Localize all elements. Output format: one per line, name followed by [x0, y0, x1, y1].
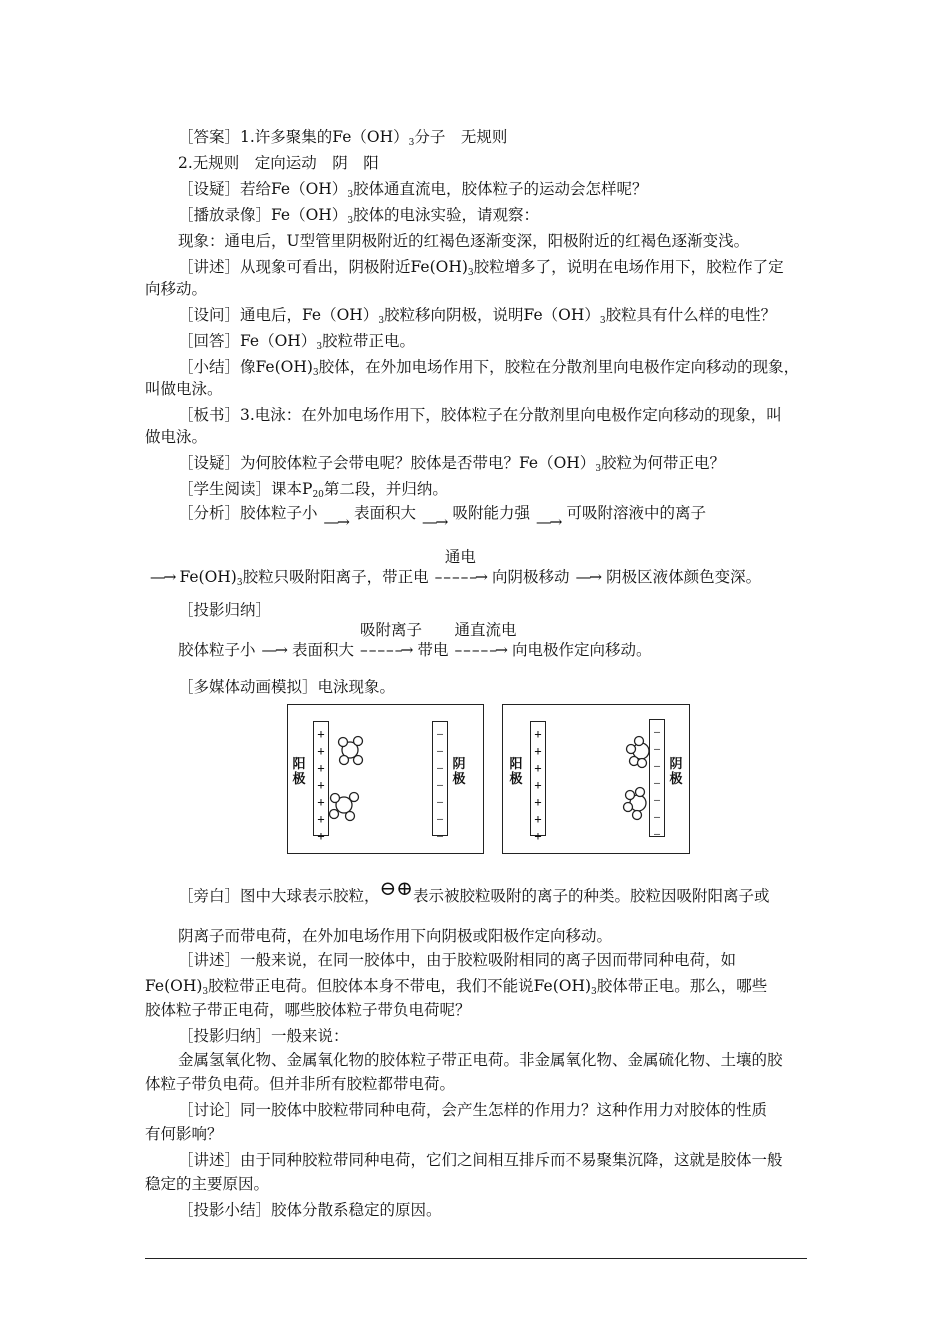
lecture-line-2c: 胶体粒子带正电荷，哪些胶体粒子带负电荷呢？ [145, 1001, 471, 1019]
cathode-label: 阴极 [669, 757, 683, 787]
answer-line: ［答案］1.许多聚集的$Fe(OH)_3$分子 无规则 [178, 128, 508, 148]
minus-ion-icon: ⊖ [379, 876, 397, 900]
lecture-line-3-cont: 稳定的主要原因。 [145, 1175, 270, 1193]
answer-line-2: 2.无规则 定向运动 阴 阳 [178, 154, 379, 172]
discussion-line-cont: 有何影响？ [145, 1125, 223, 1143]
lecture-line: ［讲述］从现象可看出，阴极附近$Fe(OH)_3$胶粒增多了，说明在电场作用下，胶粒作了定 [178, 258, 784, 278]
lecture-line-cont: 向移动。 [145, 280, 208, 298]
summary-line: ［小结］像$Fe(OH)_3$胶体，在外加电场作用下，胶粒在分散剂里向电极作定向移动的现象， [178, 358, 800, 378]
doubt-line: ［设疑］为何胶体粒子会带电呢？胶体是否带电？$Fe(OH)_3$胶粒为何带正电？ [178, 454, 726, 474]
projection-heading-2: ［投影归纳］一般来说： [178, 1027, 349, 1045]
ask-line: ［设问］通电后，$Fe(OH)_3$胶粒移向阴极，说明$Fe(OH)_3$胶粒具有什么样的电性？ [178, 306, 777, 326]
reading-line: ［学生阅读］课本$P_{20}$第二段，并归纳。 [178, 480, 448, 500]
phenomenon-line: 现象：通电后，U型管里阴极附近的红褐色逐渐变深，阳极附近的红褐色逐渐变浅。 [178, 232, 750, 250]
projection-content: 金属氢氧化物、金属氧化物的胶体粒子带正电荷。非金属氧化物、金属硫化物、土壤的胶 [178, 1051, 783, 1069]
footer-rule [145, 1258, 807, 1259]
cathode-plate: — — — — — — — [649, 719, 665, 837]
electrophoresis-panel-left [287, 704, 484, 854]
aside-line: ［旁白］图中大球表示胶粒，⊖⊕表示被胶粒吸附的离子的种类。胶粒因吸附阳离子或 [178, 876, 770, 905]
anode-label: 阳极 [509, 757, 523, 787]
anode-label: 阳极 [292, 757, 306, 787]
lecture-line-2: ［讲述］一般来说，在同一胶体中，由于胶粒吸附相同的离子因而带同种电荷，如 [178, 951, 737, 969]
aside-line-cont: 阴离子而带电荷，在外加电场作用下向阴极或阳极作定向移动。 [178, 927, 613, 945]
colloid-particles-right [503, 705, 689, 853]
reply-line: ［回答$]Fe(OH)_3$胶粒带正电。 [178, 332, 416, 352]
projection-summary: ［投影小结］胶体分散系稳定的原因。 [178, 1201, 442, 1219]
question-line: ［设疑］若给$Fe(OH)_3$胶体通直流电，胶体粒子的运动会怎样呢？ [178, 180, 648, 200]
anode-plate: + + + + + + + [313, 721, 329, 836]
video-line: ［播放录像$]Fe(OH)_3$胶体的电泳实验，请观察： [178, 206, 540, 226]
projection-content-cont: 体粒子带负电荷。但并非所有胶粒都带电荷。 [145, 1075, 456, 1093]
discussion-line: ［讨论］同一胶体中胶粒带同种电荷，会产生怎样的作用力？这种作用力对胶体的性质 [178, 1101, 768, 1119]
board-line-cont: 做电泳。 [145, 428, 208, 446]
plus-ion-icon: ⊕ [396, 876, 414, 900]
projection-chain: 胶体粒子小 —→ 表面积大 吸附离子 – – – – –→ 带电 通直流电 – – – – –→ 向电极作定向移动。 [178, 621, 652, 659]
analysis-line-cont: —→ $Fe(OH)_3$胶粒只吸附阳离子，带正电 通电 – – – – –→ 向阴极移动 —→ 阴极区液体颜色变深。 [150, 548, 762, 588]
lecture-line-3: ［讲述］由于同种胶粒带同种电荷，它们之间相互排斥而不易聚集沉降，这就是胶体一般 [178, 1151, 783, 1169]
electrophoresis-panel-right [502, 704, 690, 854]
multimedia-line: ［多媒体动画模拟］电泳现象。 [178, 678, 396, 696]
board-line: ［板书］3.电泳：在外加电场作用下，胶体粒子在分散剂里向电极作定向移动的现象，叫 [178, 406, 782, 424]
colloid-particles-left [288, 705, 483, 853]
projection-heading: ［投影归纳］ [178, 601, 272, 619]
summary-line-cont: 叫做电泳。 [145, 380, 223, 398]
lecture-line-2b: $Fe(OH)_3$胶粒带正电荷。但胶体本身不带电，我们不能说$Fe(OH)_3$胶体带正电。那么，哪些 [145, 977, 768, 997]
cathode-plate: — — — — — — — [432, 721, 448, 836]
analysis-line: ［分析］胶体粒子小 —→ 表面积大 —→ 吸附能力强 —→ 可吸附溶液中的离子 [178, 504, 707, 531]
cathode-label: 阴极 [452, 757, 466, 787]
anode-plate: + + + + + + + [530, 721, 546, 836]
